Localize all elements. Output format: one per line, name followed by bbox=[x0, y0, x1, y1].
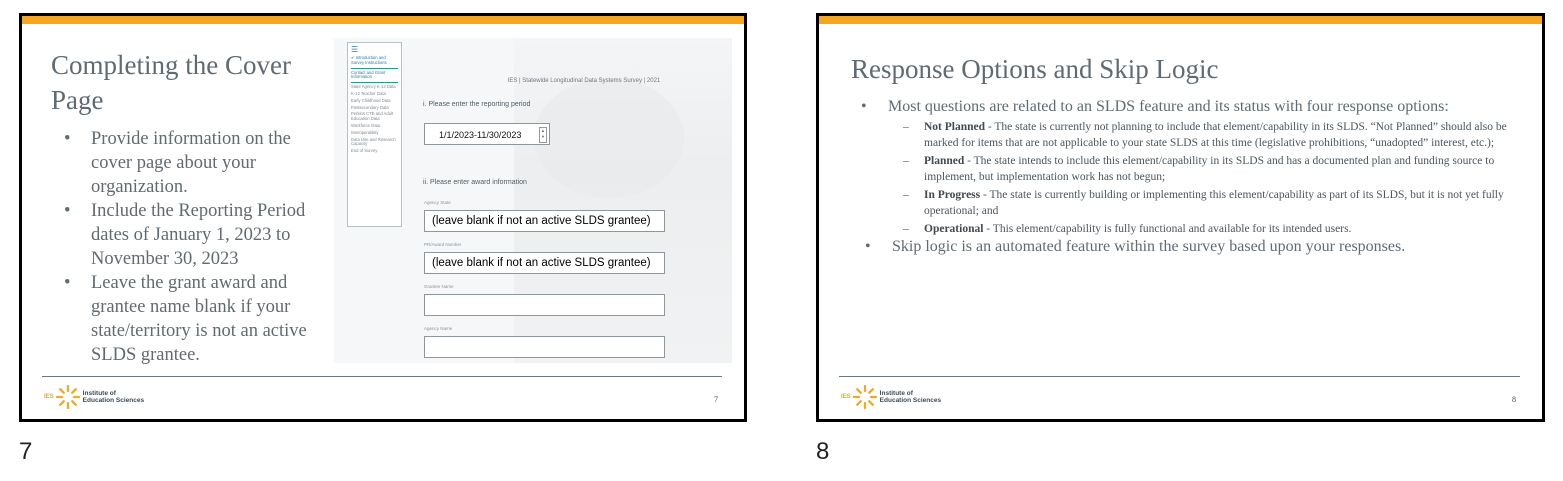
footer-divider bbox=[42, 376, 722, 377]
sunburst-logo-icon bbox=[853, 385, 877, 409]
nav-item: State Agency K-12 Data bbox=[351, 84, 396, 90]
slide-number-caption: 7 bbox=[19, 438, 33, 465]
nav-item: ✔ Introduction and Survey Instructions bbox=[351, 55, 387, 65]
nav-item: End of Survey bbox=[351, 148, 378, 154]
bullet-list bbox=[64, 127, 331, 367]
question-label: i. Please enter the reporting period bbox=[423, 101, 531, 108]
nav-item: Contact and Grant Information bbox=[351, 69, 386, 80]
slide-title: Response Options and Skip Logic bbox=[851, 54, 1219, 84]
slide-accent-bar bbox=[819, 16, 1542, 24]
slide-accent-bar bbox=[22, 16, 744, 24]
survey-header: IES | Statewide Longitudinal Data Systems Survey | 2021 bbox=[507, 78, 661, 84]
grantee-name-field bbox=[424, 294, 665, 316]
sunburst-logo-icon bbox=[56, 385, 80, 409]
agency-state-field: (leave blank if not an active SLDS grantee) bbox=[424, 210, 665, 232]
bullet-item: • Provide information on the cover page about your organization. bbox=[64, 129, 291, 197]
footer-divider bbox=[839, 376, 1520, 377]
bullet-item: • Include the Reporting Period dates of January 1, 2023 to November 30, 2023 bbox=[64, 201, 306, 269]
option-item: – In Progress - The state is currently building or implementing this element/capability as part of its SLDS, but it is not yet fully operational; and bbox=[903, 189, 1504, 217]
nav-item: Workforce Data bbox=[351, 122, 381, 128]
slide-8-thumbnail[interactable] bbox=[816, 13, 1545, 422]
page-number: 7 bbox=[714, 395, 718, 404]
nav-item: Data Use and Research Capacity bbox=[351, 136, 396, 147]
nav-item: Interoperability bbox=[351, 129, 379, 135]
slide-body bbox=[861, 97, 1518, 257]
question-label: ii. Please enter award information bbox=[423, 179, 527, 186]
bullet-item: • Most questions are related to an SLDS feature and its status with four response options: bbox=[861, 98, 1449, 115]
ies-logo: IES Institute of Education Sciences bbox=[841, 384, 941, 410]
option-item: – Not Planned - The state is currently not planning to include that element/capability in its SLDS. “Not Planned” should also be marked for items that are not applicable to your state SLDS at this time (legislative prohibitions, “unadopted” interest, etc.); bbox=[903, 121, 1507, 149]
page-number: 8 bbox=[1512, 395, 1516, 404]
field-label: Grantee Name bbox=[424, 284, 454, 289]
nav-item: Postsecondary Data bbox=[351, 104, 389, 110]
option-item: – Operational - This element/capability is fully functional and available for its intended users. bbox=[903, 223, 1352, 235]
option-item: – Planned - The state intends to include this element/capability in its SLDS and has a documented plan and funding source to implement, but implementation work has not begun; bbox=[903, 155, 1495, 183]
nav-item: K-12 Teacher Data bbox=[351, 90, 386, 96]
spinner-icon: ▲ ▼ bbox=[539, 127, 547, 143]
field-label: Agency Name bbox=[424, 326, 453, 331]
field-label: Agency State bbox=[424, 200, 451, 205]
agency-name-field bbox=[424, 336, 665, 358]
slide-number-caption: 8 bbox=[816, 438, 830, 465]
survey-nav-panel bbox=[347, 42, 402, 227]
menu-icon: ☰ bbox=[351, 45, 359, 54]
nav-item: Early Childhood Data bbox=[351, 97, 391, 103]
nav-item: Perkins CTE and Adult Education Data bbox=[351, 111, 394, 122]
pr-award-field: (leave blank if not an active SLDS grantee) bbox=[424, 252, 665, 274]
ies-logo: IES Institute of Education Sciences bbox=[44, 384, 144, 410]
reporting-period-field: 1/1/2023-11/30/2023 ▲ ▼ bbox=[424, 123, 550, 145]
survey-screenshot bbox=[334, 38, 732, 363]
slide-7-thumbnail[interactable] bbox=[19, 13, 747, 422]
slide-title: Completing the Cover Page bbox=[51, 50, 291, 115]
field-label: PR/Award Number bbox=[424, 242, 462, 247]
bullet-item: • Skip logic is an automated feature within the survey based upon your responses. bbox=[865, 238, 1406, 255]
bullet-item: • Leave the grant award and grantee name blank if your state/territory is not an active SLDS grantee. bbox=[64, 273, 307, 365]
